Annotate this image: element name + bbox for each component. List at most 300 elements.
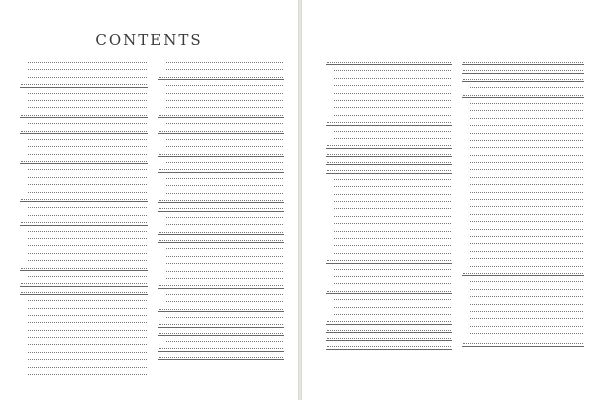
toc-chapter-entry[interactable] (20, 263, 148, 271)
dot-leader (166, 294, 283, 295)
dot-leader (327, 162, 451, 163)
dot-leader (28, 315, 147, 316)
toc-entry[interactable] (462, 98, 584, 105)
toc-entry[interactable] (326, 126, 452, 133)
dot-leader (159, 154, 283, 155)
toc-entry[interactable] (462, 313, 584, 320)
dot-leader (28, 231, 147, 232)
dot-leader (166, 62, 283, 63)
toc-chapter-entry[interactable] (462, 74, 584, 82)
dot-leader (28, 192, 147, 193)
toc-chapter-entry[interactable] (158, 72, 284, 80)
toc-entry[interactable] (462, 179, 584, 186)
dot-leader (470, 243, 583, 244)
dot-leader (28, 184, 147, 185)
toc-entry[interactable] (158, 157, 284, 164)
dot-leader (166, 341, 283, 342)
toc-chapter-entry[interactable] (326, 149, 452, 157)
toc-highlight-entry[interactable] (326, 240, 452, 247)
dot-leader (470, 304, 583, 305)
dot-leader (470, 296, 583, 297)
toc-entry[interactable] (20, 187, 148, 194)
toc-chapter-entry[interactable] (158, 319, 284, 327)
toc-entry[interactable] (158, 336, 284, 343)
toc-entry[interactable] (462, 128, 584, 135)
toc-entry[interactable] (462, 276, 584, 283)
dot-leader (159, 200, 283, 201)
toc-chapter-entry[interactable] (158, 149, 284, 157)
toc-chapter-entry[interactable] (158, 227, 284, 235)
dot-leader (166, 123, 283, 124)
dot-leader (159, 309, 283, 310)
dot-leader (470, 266, 583, 267)
toc-entry[interactable] (158, 141, 284, 148)
dot-leader (327, 170, 451, 171)
dot-leader (327, 62, 451, 63)
toc-chapter-entry[interactable] (462, 338, 584, 346)
toc-chapter-entry[interactable] (20, 194, 148, 202)
dot-leader (334, 231, 451, 232)
dot-leader (327, 330, 451, 331)
dot-leader (28, 359, 147, 360)
toc-entry[interactable] (462, 120, 584, 127)
dot-leader (470, 258, 583, 259)
toc-highlight-entry[interactable] (20, 149, 148, 156)
dot-leader (334, 201, 451, 202)
toc-highlight-entry[interactable] (462, 231, 584, 238)
dot-leader (470, 199, 583, 200)
toc-entry[interactable] (158, 95, 284, 102)
toc-chapter-entry[interactable] (326, 117, 452, 125)
dot-leader (470, 155, 583, 156)
dot-leader (28, 238, 147, 239)
dot-leader (334, 107, 451, 108)
dot-leader (334, 314, 451, 315)
toc-entry[interactable] (462, 299, 584, 306)
dot-leader (470, 333, 583, 334)
dot-leader (28, 330, 147, 331)
dot-leader (334, 307, 451, 308)
dot-leader (334, 269, 451, 270)
dot-leader (28, 308, 147, 309)
toc-entry[interactable] (20, 57, 148, 64)
toc-chapter-entry[interactable] (462, 268, 584, 276)
toc-highlight-entry[interactable] (462, 164, 584, 171)
dot-leader (470, 206, 583, 207)
toc-column-3 (326, 57, 452, 350)
dot-leader (334, 100, 451, 101)
toc-entry[interactable] (20, 72, 148, 79)
dot-leader (28, 107, 147, 108)
toc-entry[interactable] (462, 284, 584, 291)
toc-entry[interactable] (462, 172, 584, 179)
toc-entry[interactable] (326, 309, 452, 316)
toc-entry[interactable] (20, 295, 148, 302)
toc-highlight-entry[interactable] (20, 179, 148, 186)
toc-highlight-entry[interactable] (158, 118, 284, 125)
dot-leader (28, 260, 147, 261)
toc-highlight-entry[interactable] (462, 246, 584, 253)
dot-leader (166, 185, 283, 186)
toc-chapter-entry[interactable] (326, 140, 452, 148)
dot-leader (470, 140, 583, 141)
dot-leader (327, 346, 451, 347)
dot-leader (470, 251, 583, 252)
dot-leader (470, 184, 583, 185)
dot-leader (28, 123, 147, 124)
dot-leader (470, 311, 583, 312)
toc-highlight-entry[interactable] (20, 303, 148, 310)
toc-entry[interactable] (462, 306, 584, 313)
dot-leader (334, 238, 451, 239)
dot-leader (463, 343, 583, 344)
toc-entry[interactable] (158, 243, 284, 250)
toc-chapter-entry[interactable] (20, 79, 148, 87)
dot-leader (166, 69, 283, 70)
dot-leader (334, 283, 451, 284)
toc-highlight-entry[interactable] (158, 296, 284, 303)
dot-leader (334, 223, 451, 224)
toc-entry[interactable] (462, 224, 584, 231)
dot-leader (21, 161, 147, 162)
toc-entry[interactable] (20, 202, 148, 209)
toc-entry[interactable] (326, 133, 452, 140)
toc-entry[interactable] (20, 141, 148, 148)
dot-leader (166, 224, 283, 225)
toc-entry[interactable] (20, 64, 148, 71)
toc-chapter-entry[interactable] (326, 286, 452, 294)
toc-entry[interactable] (20, 226, 148, 233)
dot-leader (159, 285, 283, 286)
dot-leader (28, 245, 147, 246)
toc-chapter-entry[interactable] (20, 156, 148, 164)
toc-entry[interactable] (462, 82, 584, 89)
dot-leader (166, 162, 283, 163)
toc-chapter-entry[interactable] (158, 304, 284, 312)
toc-entry[interactable] (462, 216, 584, 223)
dot-leader (166, 263, 283, 264)
toc-entry[interactable] (326, 95, 452, 102)
dot-leader (334, 70, 451, 71)
dot-leader (28, 69, 147, 70)
dot-leader (21, 222, 147, 223)
toc-entry[interactable] (326, 211, 452, 218)
dot-leader (470, 147, 583, 148)
dot-leader (334, 85, 451, 86)
dot-leader (470, 221, 583, 222)
toc-chapter-entry[interactable] (326, 165, 452, 173)
toc-chapter-entry[interactable] (462, 57, 584, 65)
toc-column-4 (462, 57, 584, 347)
toc-entry[interactable] (158, 266, 284, 273)
toc-highlight-entry[interactable] (326, 233, 452, 240)
toc-highlight-entry[interactable] (20, 354, 148, 361)
dot-leader (470, 318, 583, 319)
dot-leader (159, 115, 283, 116)
dot-leader (470, 118, 583, 119)
dot-leader (28, 146, 147, 147)
dot-leader (28, 62, 147, 63)
toc-entry[interactable] (326, 278, 452, 285)
toc-entry[interactable] (20, 347, 148, 354)
dot-leader (28, 322, 147, 323)
toc-highlight-entry[interactable] (326, 248, 452, 255)
dot-leader (28, 337, 147, 338)
toc-entry[interactable] (326, 80, 452, 87)
toc-entry[interactable] (158, 212, 284, 219)
toc-entry[interactable] (158, 312, 284, 319)
toc-highlight-entry[interactable] (462, 150, 584, 157)
toc-entry[interactable] (326, 226, 452, 233)
dot-leader (166, 107, 283, 108)
dot-leader (334, 138, 451, 139)
toc-entry[interactable] (158, 219, 284, 226)
dot-leader (470, 110, 583, 111)
dot-leader (463, 70, 583, 71)
dot-leader (28, 367, 147, 368)
dot-leader (470, 281, 583, 282)
dot-leader (28, 207, 147, 208)
dot-leader (470, 162, 583, 163)
toc-entry[interactable] (158, 273, 284, 280)
dot-leader (327, 154, 451, 155)
toc-entry[interactable] (462, 142, 584, 149)
dot-leader (21, 115, 147, 116)
toc-chapter-entry[interactable] (462, 90, 584, 98)
toc-entry[interactable] (20, 248, 148, 255)
toc-entry[interactable] (462, 105, 584, 112)
dot-leader (334, 276, 451, 277)
toc-highlight-entry[interactable] (20, 362, 148, 369)
toc-entry[interactable] (20, 339, 148, 346)
dot-leader (21, 199, 147, 200)
toc-chapter-entry[interactable] (158, 352, 284, 360)
toc-chapter-entry[interactable] (20, 126, 148, 134)
toc-entry[interactable] (326, 264, 452, 271)
toc-entry[interactable] (20, 172, 148, 179)
toc-chapter-entry[interactable] (20, 217, 148, 225)
toc-entry[interactable] (326, 271, 452, 278)
toc-chapter-entry[interactable] (158, 235, 284, 243)
toc-entry[interactable] (20, 95, 148, 102)
toc-entry[interactable] (20, 369, 148, 376)
dot-leader (470, 177, 583, 178)
toc-entry[interactable] (20, 233, 148, 240)
dot-leader (28, 139, 147, 140)
dot-leader (334, 93, 451, 94)
toc-chapter-entry[interactable] (158, 328, 284, 336)
toc-chapter-entry[interactable] (158, 203, 284, 211)
toc-highlight-entry[interactable] (20, 255, 148, 262)
toc-highlight-entry[interactable] (462, 328, 584, 335)
toc-entry[interactable] (20, 164, 148, 171)
toc-entry[interactable] (326, 196, 452, 203)
toc-highlight-entry[interactable] (20, 102, 148, 109)
dot-leader (166, 248, 283, 249)
dot-leader (470, 192, 583, 193)
toc-entry[interactable] (462, 157, 584, 164)
toc-entry[interactable] (158, 64, 284, 71)
toc-entry[interactable] (158, 289, 284, 296)
toc-chapter-entry[interactable] (20, 287, 148, 295)
dot-leader (159, 333, 283, 334)
toc-highlight-entry[interactable] (462, 135, 584, 142)
toc-chapter-entry[interactable] (20, 278, 148, 286)
dot-leader (159, 324, 283, 325)
toc-entry[interactable] (326, 302, 452, 309)
dot-leader (166, 178, 283, 179)
toc-entry[interactable] (158, 173, 284, 180)
toc-entry[interactable] (326, 102, 452, 109)
toc-chapter-entry[interactable] (326, 316, 452, 324)
dot-leader (327, 291, 451, 292)
toc-entry[interactable] (462, 261, 584, 268)
dot-leader (334, 131, 451, 132)
dot-leader (470, 326, 583, 327)
dot-leader (28, 276, 147, 277)
toc-highlight-entry[interactable] (20, 325, 148, 332)
dot-leader (470, 87, 583, 88)
toc-entry[interactable] (462, 291, 584, 298)
dot-leader (28, 253, 147, 254)
toc-entry[interactable] (462, 209, 584, 216)
dot-leader (166, 317, 283, 318)
toc-entry[interactable] (462, 187, 584, 194)
dot-leader (327, 260, 451, 261)
dot-leader (470, 214, 583, 215)
toc-entry[interactable] (20, 271, 148, 278)
toc-chapter-entry[interactable] (158, 195, 284, 203)
toc-entry[interactable] (158, 134, 284, 141)
toc-entry[interactable] (462, 253, 584, 260)
dot-leader (166, 146, 283, 147)
toc-entry[interactable] (326, 203, 452, 210)
dot-leader (166, 271, 283, 272)
dot-leader (21, 131, 147, 132)
dot-leader (159, 240, 283, 241)
toc-entry[interactable] (158, 88, 284, 95)
toc-highlight-entry[interactable] (20, 210, 148, 217)
dot-leader (28, 169, 147, 170)
toc-chapter-entry[interactable] (158, 110, 284, 118)
toc-entry[interactable] (326, 88, 452, 95)
contents-title: CONTENTS (95, 31, 203, 49)
toc-chapter-entry[interactable] (326, 255, 452, 263)
toc-entry[interactable] (158, 251, 284, 258)
dot-leader (28, 215, 147, 216)
dot-leader (334, 299, 451, 300)
dot-leader (21, 292, 147, 293)
dot-leader (28, 154, 147, 155)
toc-entry[interactable] (158, 258, 284, 265)
dot-leader (159, 348, 283, 349)
toc-highlight-entry[interactable] (158, 188, 284, 195)
dot-leader (166, 93, 283, 94)
toc-chapter-entry[interactable] (326, 57, 452, 65)
toc-chapter-entry[interactable] (158, 126, 284, 134)
dot-leader (470, 125, 583, 126)
toc-entry[interactable] (20, 317, 148, 324)
dot-leader (327, 122, 451, 123)
toc-highlight-entry[interactable] (158, 57, 284, 64)
toc-entry[interactable] (20, 118, 148, 125)
dot-leader (28, 177, 147, 178)
dot-leader (159, 357, 283, 358)
toc-entry[interactable] (158, 80, 284, 87)
toc-entry[interactable] (20, 240, 148, 247)
toc-entry[interactable] (326, 73, 452, 80)
dot-leader (334, 194, 451, 195)
toc-chapter-entry[interactable] (326, 157, 452, 165)
toc-chapter-entry[interactable] (326, 333, 452, 341)
toc-column-2 (158, 57, 284, 360)
toc-entry[interactable] (20, 332, 148, 339)
dot-leader (159, 208, 283, 209)
dot-leader (470, 236, 583, 237)
toc-chapter-entry[interactable] (158, 343, 284, 351)
toc-entry[interactable] (20, 134, 148, 141)
toc-chapter-entry[interactable] (20, 110, 148, 118)
dot-leader (159, 131, 283, 132)
dot-leader (166, 85, 283, 86)
toc-entry[interactable] (462, 113, 584, 120)
dot-leader (159, 169, 283, 170)
dot-leader (463, 62, 583, 63)
dot-leader (463, 95, 583, 96)
dot-leader (28, 374, 147, 375)
toc-highlight-entry[interactable] (158, 180, 284, 187)
toc-chapter-entry[interactable] (326, 341, 452, 349)
dot-leader (28, 100, 147, 101)
dot-leader (166, 193, 283, 194)
toc-entry[interactable] (326, 218, 452, 225)
toc-chapter-entry[interactable] (158, 164, 284, 172)
dot-leader (159, 232, 283, 233)
toc-highlight-entry[interactable] (462, 201, 584, 208)
dot-leader (21, 283, 147, 284)
dot-leader (166, 100, 283, 101)
dot-leader (334, 245, 451, 246)
toc-entry[interactable] (326, 294, 452, 301)
toc-chapter-entry[interactable] (462, 65, 584, 73)
toc-highlight-entry[interactable] (462, 321, 584, 328)
toc-entry[interactable] (326, 189, 452, 196)
toc-highlight-entry[interactable] (158, 102, 284, 109)
toc-entry[interactable] (20, 88, 148, 95)
dot-leader (470, 133, 583, 134)
dot-leader (470, 289, 583, 290)
toc-column-1 (20, 57, 148, 376)
toc-entry[interactable] (462, 194, 584, 201)
dot-leader (463, 273, 583, 274)
toc-entry[interactable] (326, 110, 452, 117)
toc-entry[interactable] (326, 174, 452, 181)
toc-chapter-entry[interactable] (158, 280, 284, 288)
dot-leader (334, 208, 451, 209)
dot-leader (21, 268, 147, 269)
toc-entry[interactable] (326, 65, 452, 72)
toc-entry[interactable] (462, 238, 584, 245)
toc-entry[interactable] (326, 181, 452, 188)
toc-chapter-entry[interactable] (326, 325, 452, 333)
dot-leader (334, 179, 451, 180)
toc-entry[interactable] (20, 310, 148, 317)
dot-leader (334, 253, 451, 254)
dot-leader (470, 229, 583, 230)
dot-leader (470, 103, 583, 104)
dot-leader (159, 77, 283, 78)
dot-leader (334, 186, 451, 187)
